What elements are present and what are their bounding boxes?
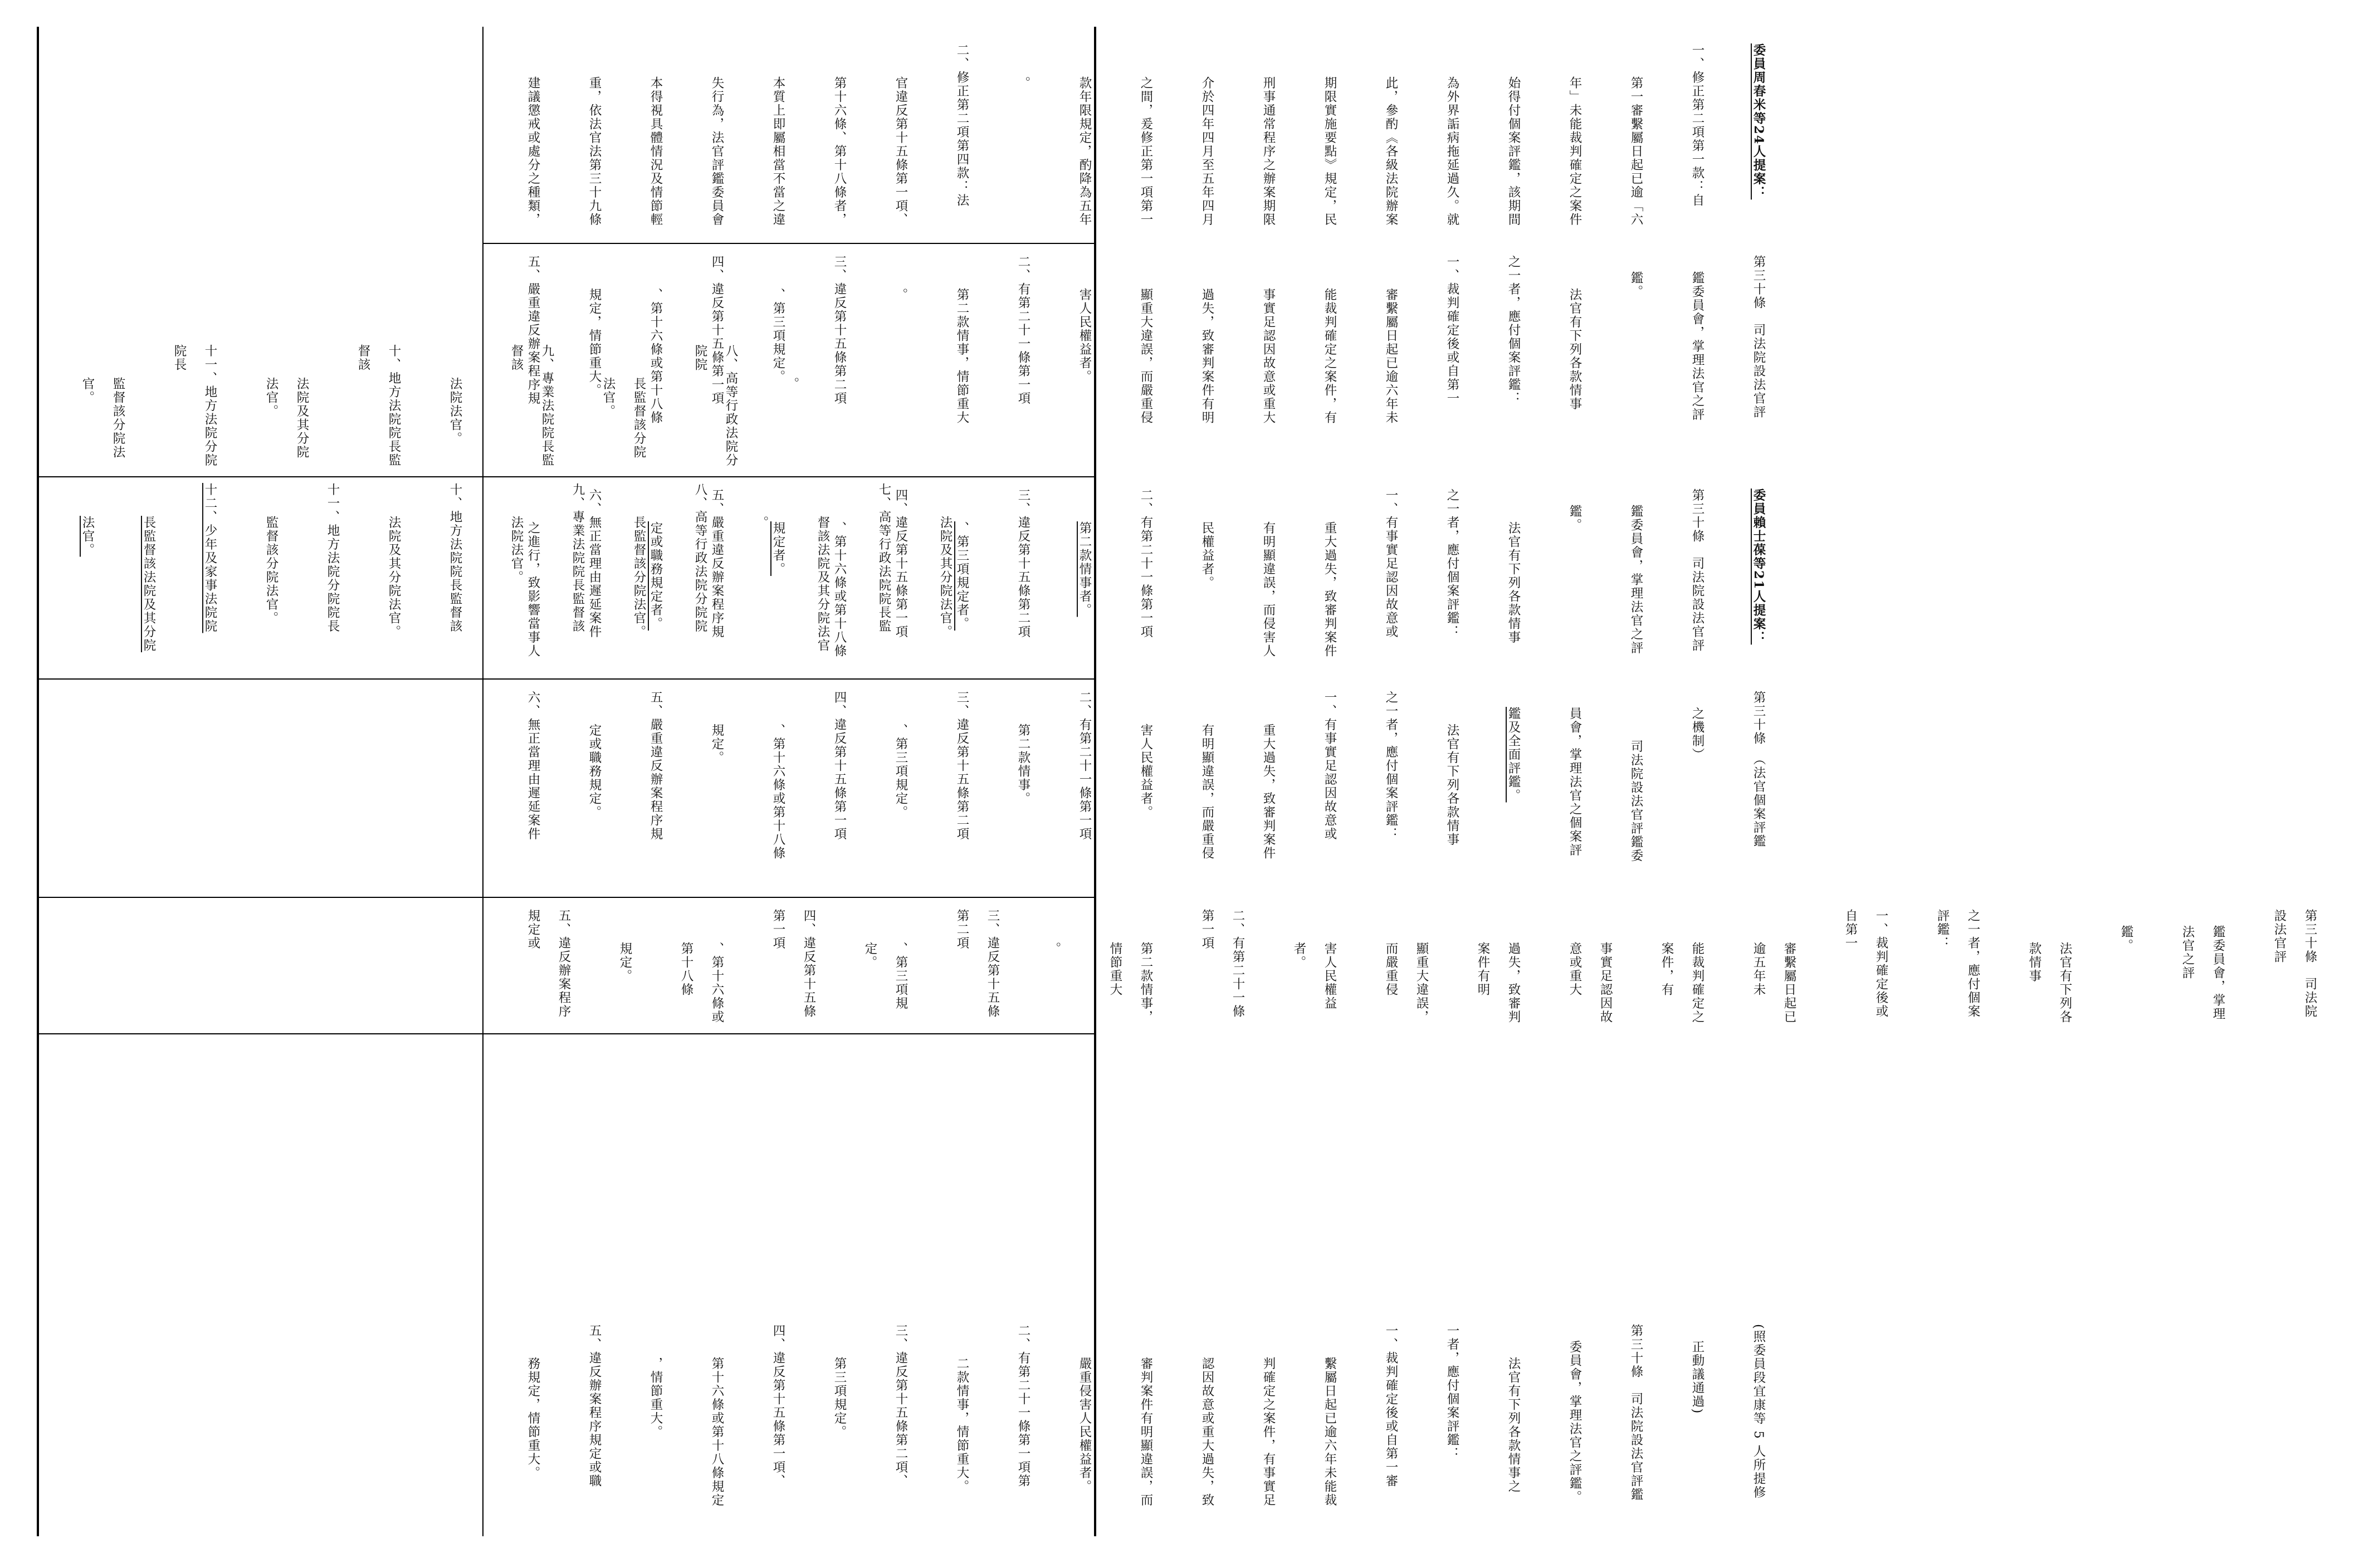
text-line: 三、違反第十五條第二項 — [955, 691, 969, 841]
text-line: 三、違反第十五條第二項 — [1016, 489, 1030, 639]
text-line: 。 — [754, 515, 769, 529]
text-line: 顯重大違誤，而嚴重侵 — [1384, 941, 1429, 1024]
text-line: 、第三項規定。 — [893, 723, 908, 819]
text-line: 過失，致審判案件有明 — [1200, 287, 1214, 424]
text-line: 司法院設法官評鑑委 — [1629, 739, 1643, 863]
text-line: 二、有第二十一條第一項 — [1016, 255, 1030, 406]
text-line: 能裁判確定之案件，有 — [1659, 941, 1704, 1024]
text-line: 第十六條或第十八條規定 — [710, 1356, 724, 1507]
text-line: 法院及其分院法官。 — [938, 515, 953, 638]
text-line: 失行為，法官評鑑委員會 — [710, 76, 724, 226]
text-line: 之一者，應付個案評鑑： — [1506, 255, 1521, 406]
text-line: 第二款情事。 — [1016, 723, 1030, 805]
text-line: 八、高等行政法院分院院 — [693, 483, 707, 633]
court-supervision-list-a — [39, 244, 841, 476]
text-line: 二、修正第二項第四款：法 — [955, 43, 969, 207]
text-line: 害人民權益者。 — [1292, 941, 1337, 1010]
text-line: 員會，掌理法官之個案評 — [1567, 707, 1582, 857]
text-line: 法院法官。 — [448, 377, 462, 445]
text-line: 之一者，應付個案評鑑： — [1445, 489, 1459, 639]
text-line: 法院及其分院法官。 — [387, 515, 401, 638]
text-line: 為外界詬病拖延過久。就 — [1445, 76, 1459, 226]
proposal-title-zhou: 委員周春米等24人提案： — [1751, 43, 1766, 200]
text-line: 款年限規定，酌降為五年 — [1077, 76, 1092, 226]
text-line: 重，依法官法第三十九條 — [587, 76, 602, 226]
text-line: 鑑。 — [2119, 925, 2133, 953]
text-line: 七、高等行政法院院長監 — [877, 483, 891, 633]
text-line: 第二款情事，情節重大 — [955, 287, 969, 424]
text-line: 第三十條 司法院設法官評 — [2272, 909, 2317, 1018]
text-line: ，情節重大。 — [648, 1356, 663, 1439]
text-line: 規定者。 — [771, 521, 785, 576]
text-line: 嚴重侵害人民權益者。 — [1077, 1356, 1092, 1493]
text-line: 一、有事實足認因故意或 — [1384, 489, 1398, 639]
text-line: 法院及其分院法官。 — [264, 377, 309, 459]
text-line: 法院法官。 — [509, 515, 524, 584]
text-line: 判確定之案件，有事實足 — [1261, 1356, 1276, 1507]
text-line: 過失，致審判案件有明 — [1476, 941, 1521, 1024]
text-line: 。 — [785, 377, 799, 390]
article-30-existing — [485, 680, 1808, 897]
text-line: 建議懲戒或處分之種類， — [526, 76, 540, 226]
text-line: 五、嚴重違反辦案程序規 — [648, 691, 663, 841]
cell-right-upper — [485, 28, 1766, 243]
text-line: 害人民權益者。 — [1077, 287, 1092, 383]
text-line: 有明顯違誤，而侵害人 — [1261, 521, 1276, 658]
text-line: 四、違反第十五條第一項 — [771, 909, 816, 1018]
text-line: 之一者，應付個案評鑑： — [1935, 909, 1980, 1018]
text-line: 法官有下列各款情事 — [1445, 723, 1459, 846]
text-line: 第三十條 司法院設法官評 — [1751, 255, 1766, 419]
text-line: 此，參酌《各級法院辦案 — [1384, 76, 1398, 226]
text-line: 、第三項規定。 — [863, 941, 908, 1010]
text-line: 之間，爰修正第一項第一 — [1139, 76, 1153, 226]
text-line: 五、違反辦案程序規定或職 — [587, 1324, 602, 1488]
text-line: 民權益者。 — [1200, 521, 1214, 589]
text-line: 重大過失，致審判案件 — [1261, 723, 1276, 860]
text-line: 害人民權益者。 — [1139, 723, 1153, 819]
text-line: 始得付個案評鑑，該期間 — [1506, 76, 1521, 226]
text-line: 顯重大違誤，而嚴重侵 — [1139, 287, 1153, 424]
text-line: 一、裁判確定後或自第一 — [1843, 909, 1888, 1018]
text-line: 鑑及全面評鑑。 — [1506, 707, 1521, 803]
court-supervision-list-b — [39, 477, 994, 678]
text-line: 十一、地方法院分院院長 — [172, 344, 217, 467]
text-line: 一、修正第二項第一款：自 — [1690, 43, 1704, 207]
text-line: 介於四年四月至五年四月 — [1200, 76, 1214, 226]
text-line: 四、違反第十五條第一項、 — [771, 1324, 785, 1488]
text-line: 正動議通過) — [1690, 1340, 1704, 1415]
text-line: 五、嚴重違反辦案程序規 — [526, 255, 540, 406]
text-line: 第三項規定。 — [832, 1356, 847, 1439]
text-line: 四、違反第十五條第一項 — [710, 255, 724, 406]
text-line: 第十六條、第十八條者， — [832, 76, 847, 226]
text-line: 法官。 — [80, 515, 95, 556]
text-line: 官違反第十五條第一項、 — [893, 76, 908, 226]
text-line: 監督該分院法官。 — [80, 377, 125, 459]
text-line: 。 — [1047, 941, 1061, 955]
text-line: 長監督該分院法官。 — [601, 377, 646, 459]
text-line: 三、違反第十五條第二項 — [955, 909, 1000, 1018]
text-line: 第二款情事者。 — [1077, 521, 1092, 617]
text-line: 長監督該法院及其分院 — [141, 515, 156, 652]
text-line: 有明顯違誤，而嚴重侵 — [1200, 723, 1214, 860]
text-line: 九、專業法院院長監督該 — [509, 344, 554, 467]
text-line: 。 — [893, 287, 908, 301]
text-line: 一、裁判確定後或自第一 — [1445, 255, 1459, 406]
text-line: 事實足認因故意或重大 — [1261, 287, 1276, 424]
text-line: 長監督該分院法官。 — [632, 515, 646, 638]
text-line: 九、專業法院院長監督該 — [570, 483, 585, 633]
text-line: 第三十條 （法官個案評鑑 — [1751, 691, 1766, 848]
text-line: 年」未能裁判確定之案件 — [1567, 76, 1582, 226]
text-line: 四、違反第十五條第一項 — [893, 489, 908, 639]
text-line: 本得視具體情況及情節輕 — [648, 76, 663, 226]
text-line: 二、有第二十一條第一項 — [1200, 909, 1245, 1018]
text-line: 規定。 — [618, 941, 632, 983]
text-line: 三、違反第十五條第二項 — [832, 255, 847, 406]
text-line: 、第三項規定。 — [771, 287, 785, 383]
text-line: 、第十六條或第十八條 — [648, 287, 663, 424]
text-line: 法官有下列各款情事 — [1506, 521, 1521, 644]
text-line: 第三十條 司法院設法官評鑑 — [1629, 1324, 1643, 1502]
text-line: 六、無正當理由遲延案件 — [587, 489, 602, 639]
cell-center-left — [485, 898, 2317, 1033]
text-line: 第一審繫屬日起已逾「六 — [1629, 76, 1643, 226]
cell-center — [485, 680, 1766, 897]
text-line: 二、有第二十一條第一項 — [1077, 691, 1092, 841]
text-line: 二、有第二十一條第一項 — [1139, 489, 1153, 639]
cell-left — [485, 1034, 1766, 1535]
text-line: 、第十六條或第十八條 — [832, 521, 847, 658]
text-line: 五、嚴重違反辦案程序規 — [710, 489, 724, 639]
text-line: 重大過失，致審判案件 — [1322, 521, 1337, 658]
text-line: 鑑委員會，掌理法官之評 — [1690, 271, 1704, 422]
text-line: 第三十條 司法院設法官評 — [1690, 489, 1704, 652]
text-line: 一、裁判確定後或自第一審 — [1384, 1324, 1398, 1488]
text-line: 本質上即屬相當不當之違 — [771, 76, 785, 226]
text-line: 一、有事實足認因故意或 — [1322, 691, 1337, 841]
text-line: 鑑委員會，掌理法官之評 — [2180, 925, 2225, 1021]
text-line: 事實足認因故意或重大 — [1567, 941, 1613, 1024]
text-line: 定或職務規定。 — [587, 723, 602, 819]
text-line: 十、地方法院院長監督該 — [448, 483, 462, 633]
text-line: 十、地方法院院長監督該 — [356, 344, 401, 467]
text-line: 二款情事，情節重大。 — [955, 1356, 969, 1493]
text-line: 鑑。 — [1629, 271, 1643, 299]
text-line: 八、高等行政法院分院院 — [693, 344, 738, 467]
text-line: 鑑。 — [1567, 505, 1582, 533]
text-line: 四、違反第十五條第一項 — [832, 691, 847, 841]
text-line: 定或職務規定者。 — [648, 521, 663, 631]
text-line: 六、無正當理由遲延案件 — [526, 691, 540, 841]
text-line: 審判案件有明顯違誤，而 — [1139, 1356, 1153, 1507]
text-line: 之機制） — [1690, 707, 1704, 762]
text-line: 務規定，情節重大。 — [526, 1356, 540, 1479]
text-line: 、第十六條或第十八條 — [771, 723, 785, 860]
text-line: 一者，應付個案評鑑： — [1445, 1324, 1459, 1460]
text-line: 審繫屬日起已逾六年未 — [1384, 287, 1398, 424]
text-line: 規定。 — [710, 723, 724, 764]
text-line: 委員會，掌理法官之評鑑。 — [1567, 1340, 1582, 1505]
text-line: (照委員段宜康等 5 人所提修 — [1751, 1324, 1766, 1499]
text-line: 審繫屬日起已逾五年未 — [1751, 941, 1796, 1024]
text-line: 鑑委員會，掌理法官之評 — [1629, 505, 1643, 655]
text-line: 督該法院及其分院法官 — [815, 515, 830, 652]
text-line: 監督該分院法官。 — [264, 515, 279, 625]
text-line: 十二、少年及家事法院院 — [203, 483, 217, 633]
text-line: 法官有下列各款情事之 — [1506, 1356, 1521, 1493]
text-line: 規定，情節重大。 — [587, 287, 602, 397]
text-line: 十一、地方法院分院院長 — [325, 483, 340, 633]
article-30-executive — [485, 898, 2359, 1033]
text-line: 法官有下列各款情事 — [1567, 287, 1582, 411]
text-line: 、第十六條或第十八條 — [679, 941, 724, 1024]
text-line: 第二款情事，情節重大 — [1108, 941, 1153, 1024]
text-line: 法官有下列各款情事 — [2027, 941, 2072, 1024]
text-line: 、第三項規定者。 — [955, 521, 969, 631]
text-line: 刑事通常程序之辦案期限 — [1261, 76, 1276, 226]
proposal-zhou — [485, 28, 1808, 243]
text-line: 之進行，致影響當事人 — [526, 521, 540, 658]
article-30-passed — [485, 1034, 1808, 1535]
text-line: 三、違反第十五條第二項、 — [893, 1324, 908, 1488]
text-line: 。 — [1016, 76, 1030, 90]
text-line: 認因故意或重大過失，致 — [1200, 1356, 1214, 1507]
text-line: 能裁判確定之案件，有 — [1322, 287, 1337, 424]
proposal-title-lai: 委員賴士葆等21人提案： — [1751, 489, 1766, 645]
text-line: 之一者，應付個案評鑑： — [1384, 691, 1398, 841]
text-line: 二、有第二十一條第一項第 — [1016, 1324, 1030, 1488]
text-line: 期限實施要點》規定，民 — [1322, 76, 1337, 226]
text-line: 五、違反辦案程序規定或 — [526, 909, 571, 1018]
text-line: 繫屬日起已逾六年未能裁 — [1322, 1356, 1337, 1507]
